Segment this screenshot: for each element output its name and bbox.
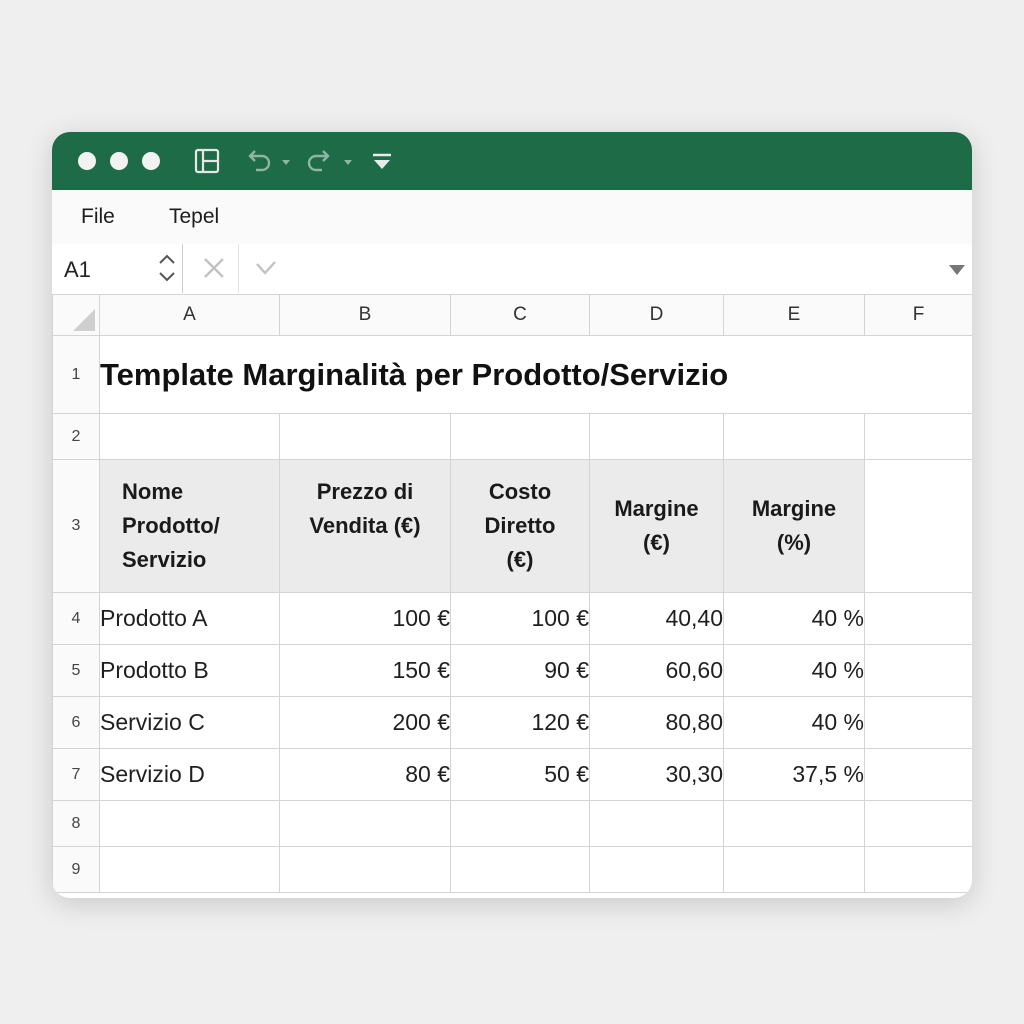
cell-sale-price[interactable]: 200 € [280, 697, 451, 749]
menu-item-file[interactable]: File [81, 205, 115, 228]
name-box[interactable] [52, 244, 183, 293]
header-line: Margine [614, 496, 699, 521]
confirm-edit-icon[interactable] [254, 256, 278, 285]
cell[interactable] [865, 460, 973, 593]
cell[interactable] [865, 801, 973, 847]
undo-icon[interactable] [244, 147, 294, 180]
name-box-value: A1 [64, 257, 91, 282]
formula-expand-icon[interactable] [948, 263, 966, 281]
formula-separator [238, 244, 239, 293]
header-sale-price[interactable] [280, 460, 451, 593]
header-direct-cost[interactable] [451, 460, 590, 593]
header-product-name[interactable] [100, 460, 280, 593]
row-header-4[interactable]: 4 [53, 593, 100, 645]
cell[interactable] [451, 847, 590, 893]
cell-margin-eur[interactable]: 60,60 [590, 645, 724, 697]
row-header-6[interactable]: 6 [53, 697, 100, 749]
header-line: Costo [488, 479, 552, 504]
select-all-corner[interactable] [53, 295, 100, 336]
cell[interactable] [100, 847, 280, 893]
sidebar-layout-icon[interactable] [194, 147, 220, 180]
title-bar [52, 132, 972, 190]
cell[interactable] [865, 847, 973, 893]
cell[interactable] [590, 847, 724, 893]
cell-direct-cost[interactable]: 120 € [451, 697, 590, 749]
column-header-e[interactable]: E [724, 295, 865, 336]
cell-sale-price[interactable]: 100 € [280, 593, 451, 645]
cell-margin-pct[interactable]: 40 % [724, 645, 865, 697]
spreadsheet-grid [52, 294, 972, 898]
cell-margin-eur[interactable]: 30,30 [590, 749, 724, 801]
formula-bar [52, 244, 972, 295]
cell[interactable] [865, 414, 973, 460]
cell[interactable] [451, 801, 590, 847]
header-line: (€) [506, 547, 534, 572]
chevron-down-icon[interactable] [158, 271, 176, 285]
close-window-dot[interactable] [78, 152, 96, 170]
cell[interactable] [724, 801, 865, 847]
cell-margin-pct[interactable]: 40 % [724, 697, 865, 749]
cell[interactable] [865, 593, 973, 645]
menu-bar [52, 190, 972, 245]
cell[interactable] [590, 414, 724, 460]
cell[interactable] [100, 414, 280, 460]
sheet-title[interactable]: Template Marginalità per Prodotto/Servizio [100, 336, 973, 414]
cell[interactable] [280, 801, 451, 847]
header-line: Nome [122, 479, 184, 504]
cell-product-name[interactable]: Prodotto A [100, 593, 280, 645]
cell[interactable] [724, 414, 865, 460]
header-line: Servizio [122, 547, 207, 572]
cell-product-name[interactable]: Servizio C [100, 697, 280, 749]
cell-sale-price[interactable]: 80 € [280, 749, 451, 801]
row-header-7[interactable]: 7 [53, 749, 100, 801]
row-header-3[interactable]: 3 [53, 460, 100, 593]
cell-product-name[interactable]: Servizio D [100, 749, 280, 801]
cell[interactable] [865, 749, 973, 801]
spreadsheet-window [52, 132, 972, 898]
cell[interactable] [724, 847, 865, 893]
column-header-c[interactable]: C [451, 295, 590, 336]
cell-margin-pct[interactable]: 40 % [724, 593, 865, 645]
minimize-window-dot[interactable] [110, 152, 128, 170]
menu-item-tepel[interactable]: Tepel [169, 205, 220, 228]
cell-margin-pct[interactable]: 37,5 % [724, 749, 865, 801]
header-margin-eur[interactable] [590, 460, 724, 593]
header-line: Margine [751, 496, 837, 521]
cell[interactable] [865, 645, 973, 697]
cell[interactable] [590, 801, 724, 847]
header-line: Prezzo di [316, 479, 414, 504]
cell[interactable] [451, 414, 590, 460]
header-line: Prodotto/ [122, 513, 220, 538]
row-header-9[interactable]: 9 [53, 847, 100, 893]
cancel-edit-icon[interactable] [202, 256, 226, 285]
column-header-b[interactable]: B [280, 295, 451, 336]
cell-margin-eur[interactable]: 40,40 [590, 593, 724, 645]
cell-direct-cost[interactable]: 90 € [451, 645, 590, 697]
header-line: (%) [776, 530, 812, 555]
redo-icon[interactable] [306, 147, 356, 180]
cell-margin-eur[interactable]: 80,80 [590, 697, 724, 749]
cell-sale-price[interactable]: 150 € [280, 645, 451, 697]
cell[interactable] [100, 801, 280, 847]
cell[interactable] [280, 414, 451, 460]
column-header-a[interactable]: A [100, 295, 280, 336]
cell-product-name[interactable]: Prodotto B [100, 645, 280, 697]
header-line: Diretto [484, 513, 556, 538]
row-header-2[interactable]: 2 [53, 414, 100, 460]
chevron-up-icon[interactable] [158, 254, 176, 268]
cell[interactable] [865, 697, 973, 749]
header-line: Vendita (€) [309, 513, 421, 538]
row-header-1[interactable]: 1 [53, 336, 100, 414]
cell[interactable] [280, 847, 451, 893]
zoom-window-dot[interactable] [142, 152, 160, 170]
header-margin-pct[interactable] [724, 460, 865, 593]
customize-toolbar-icon[interactable] [370, 147, 396, 180]
row-header-8[interactable]: 8 [53, 801, 100, 847]
column-header-f[interactable]: F [865, 295, 973, 336]
column-header-d[interactable]: D [590, 295, 724, 336]
row-header-5[interactable]: 5 [53, 645, 100, 697]
header-line: (€) [643, 530, 670, 555]
cell-direct-cost[interactable]: 100 € [451, 593, 590, 645]
cell-direct-cost[interactable]: 50 € [451, 749, 590, 801]
